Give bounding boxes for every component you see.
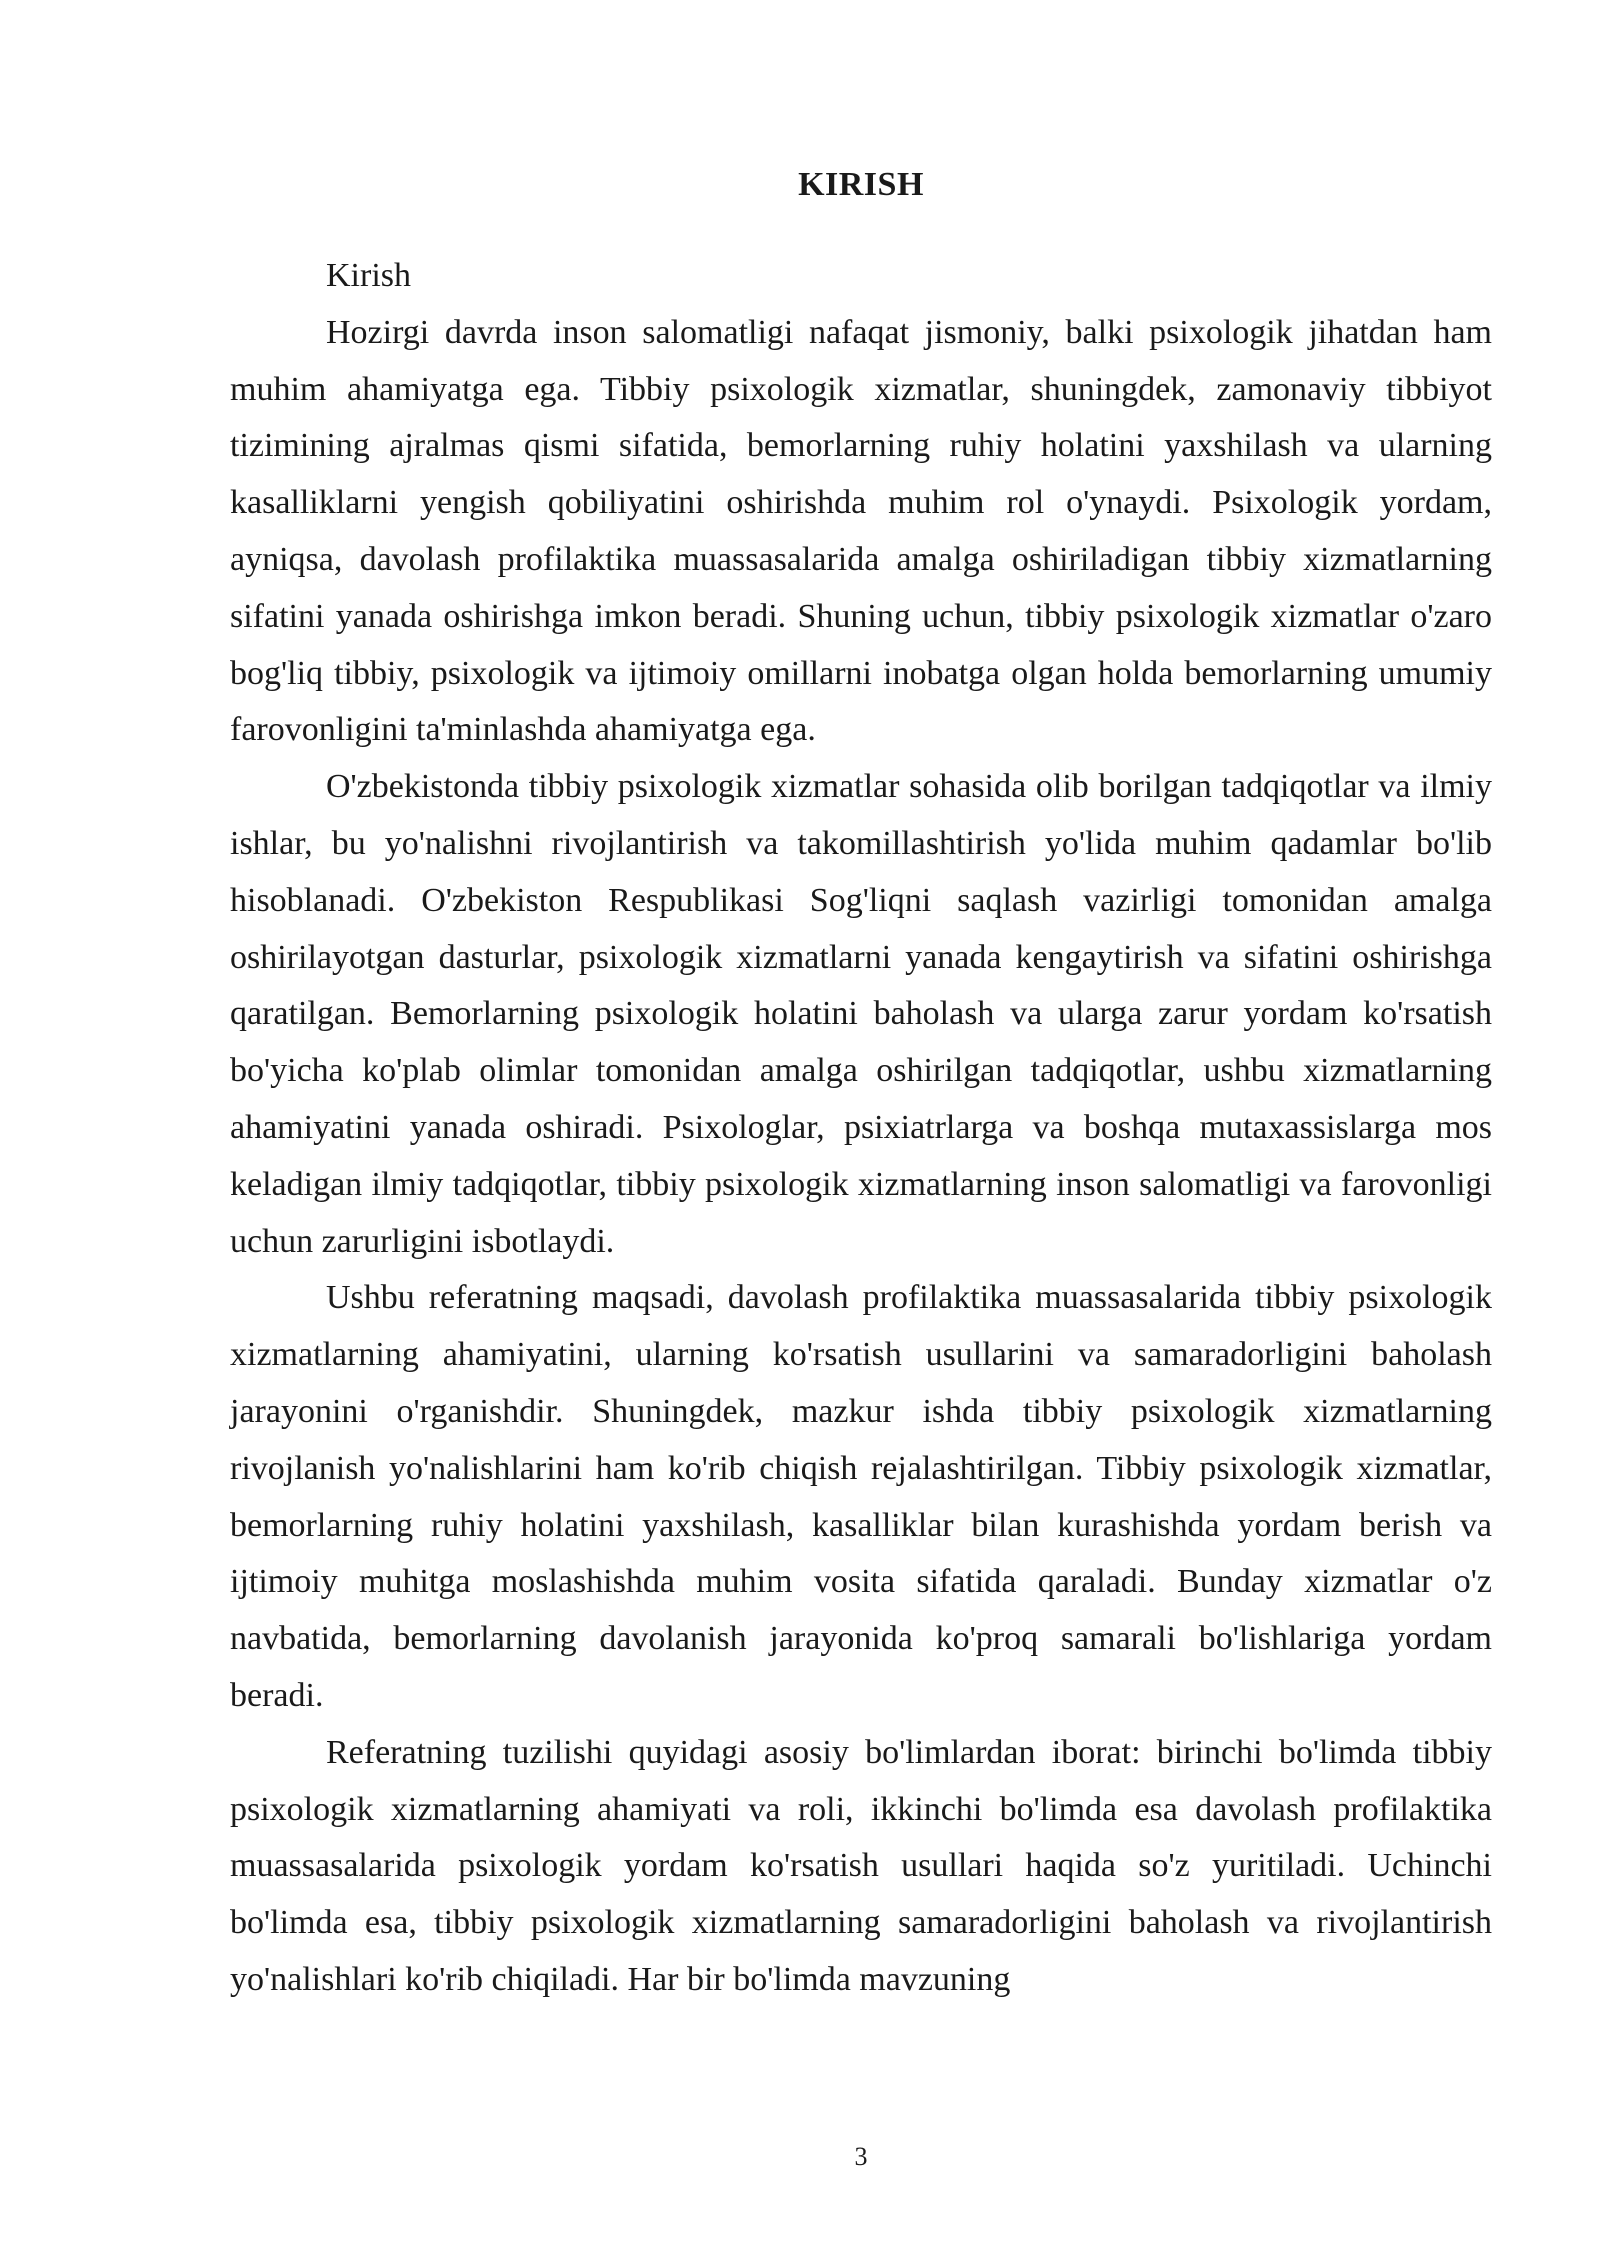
document-body — [230, 248, 1492, 2009]
paragraph-2: O'zbekistonda tibbiy psixologik xizmatlar sohasida olib borilgan tadqiqotlar va ilmiy ishlar, bu yo'nalishni rivojlantirish va takomillashtirish yo'lida muhim qadamlar bo'lib hisoblanadi. O'zbekiston Respublikasi Sog'liqni saqlash vazirligi tomonidan amalga oshirilayotgan dasturlar, psixologik xizmatlarni yanada kengaytirish va sifatini oshirishga qaratilgan. Bemorlarning psixologik holatini baholash va ularga zarur yordam ko'rsatish bo'yicha ko'plab olimlar tomonidan amalga oshirilgan tadqiqotlar, ushbu xizmatlarning ahamiyatini yanada oshiradi. Psixologlar, psixiatrlarga va boshqa mutaxassislarga mos keladigan ilmiy tadqiqotlar, tibbiy psixologik xizmatlarning inson salomatligi va farovonligi uchun zarurligini isbotlaydi. — [230, 768, 1492, 1260]
paragraph-4: Referatning tuzilishi quyidagi asosiy bo'limlardan iborat: birinchi bo'limda tibbiy psixologik xizmatlarning ahamiyati va roli, ikkinchi bo'limda esa davolash profilaktika muassasalarida psixologik yordam ko'rsatish usullari haqida so'z yuritiladi. Uchinchi bo'limda esa, tibbiy psixologik xizmatlarning samaradorligini baholash va rivojlantirish yo'nalishlari ko'rib chiqiladi. Har bir bo'limda mavzuning — [230, 1733, 1492, 1998]
page-title: KIRISH — [798, 166, 924, 203]
page-number: 3 — [854, 2142, 868, 2171]
section-subheading: Kirish — [326, 257, 411, 294]
paragraph-3: Ushbu referatning maqsadi, davolash profilaktika muassasalarida tibbiy psixologik xizmatlarning ahamiyatini, ularning ko'rsatish usullarini va samaradorligini baholash jarayonini o'rganishdir. Shuningdek, mazkur ishda tibbiy psixologik xizmatlarning rivojlanish yo'nalishlarini ham ko'rib chiqish rejalashtirilgan. Tibbiy psixologik xizmatlar, bemorlarning ruhiy holatini yaxshilash, kasalliklar bilan kurashishda yordam berish va ijtimoiy muhitga moslashishda muhim vosita sifatida qaraladi. Bunday xizmatlar o'z navbatida, bemorlarning davolanish jarayonida ko'proq samarali bo'lishlariga yordam beradi. — [230, 1279, 1492, 1714]
document-page — [230, 0, 1492, 2262]
paragraph-1: Hozirgi davrda inson salomatligi nafaqat jismoniy, balki psixologik jihatdan ham muhim ahamiyatga ega. Tibbiy psixologik xizmatlar, shuningdek, zamonaviy tibbiyot tizimining ajralmas qismi sifatida, bemorlarning ruhiy holatini yaxshilash va ularning kasalliklarni yengish qobiliyatini oshirishda muhim rol o'ynaydi. Psixologik yordam, ayniqsa, davolash profilaktika muassasalarida amalga oshiriladigan tibbiy xizmatlarning sifatini yanada oshirishga imkon beradi. Shuning uchun, tibbiy psixologik xizmatlar o'zaro bog'liq tibbiy, psixologik va ijtimoiy omillarni inobatga olgan holda bemorlarning umumiy farovonligini ta'minlashda ahamiyatga ega. — [230, 313, 1492, 749]
